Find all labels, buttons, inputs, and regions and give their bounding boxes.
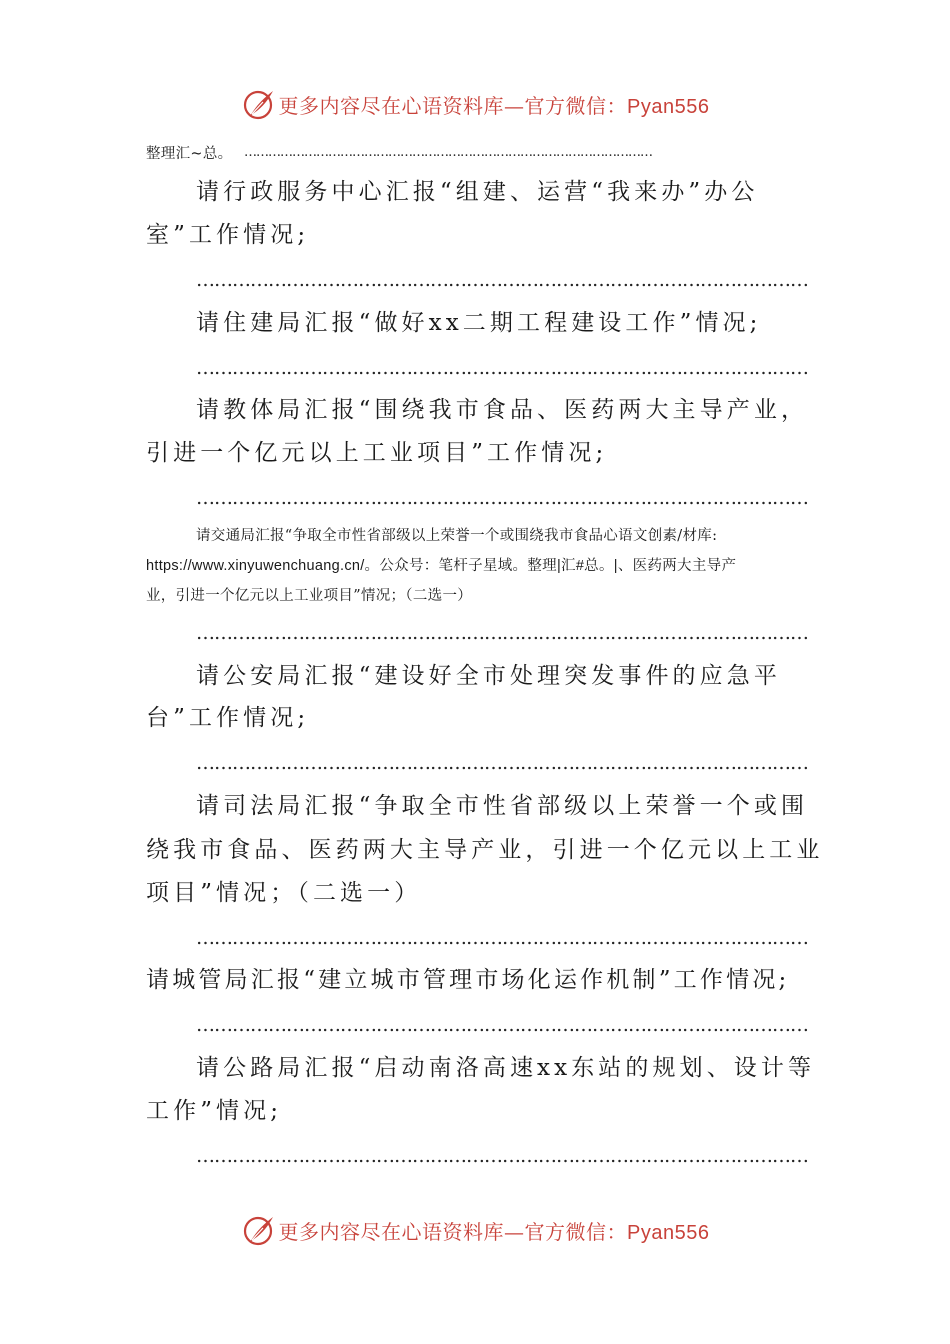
paragraph-line: 请住建局汇报“做好xx二期工程建设工作”情况; <box>196 310 762 336</box>
paragraph-line: 请行政服务中心汇报“组建、运营“我来办”办公 <box>196 179 759 205</box>
paragraph-line-small: 业，引进一个亿元以上工业项目”情况；（二选一） <box>146 588 473 604</box>
paragraph-line: 绕我市食品、医药两大主导产业，引进一个亿元以上工业 <box>146 837 824 863</box>
paragraph-line: 请公路局汇报“启动南洛高速xx东站的规划、设计等 <box>196 1055 816 1081</box>
paragraph-line: 台”工作情况; <box>146 705 310 731</box>
footer-watermark-banner <box>0 1210 950 1250</box>
paragraph-line: 请教体局汇报“围绕我市食品、医药两大主导产业， <box>196 397 809 423</box>
ellipsis-line: ………………………………………………………………………………………… <box>196 752 808 774</box>
ellipsis-line: ………………………………………………………………………………………… <box>196 357 808 379</box>
ellipsis-line: ………………………………………………………………………………………… <box>196 269 808 291</box>
ellipsis-line: ………………………………………………………………………………………… <box>196 927 808 949</box>
paragraph-line-small: 请交通局汇报“争取全市性省部级以上荣誉一个或围绕我市食品心语文创素/材库: <box>196 528 718 544</box>
ellipsis-leader: ………………………………………………………………………………………… <box>244 145 652 160</box>
line-fragment: 整理汇~总。 <box>146 146 233 162</box>
paragraph-line-small: https://www.xinyuwenchuang.cn/。公众号：笔杆子星域。整理|汇#总。|、医药两大主导产 <box>146 558 737 574</box>
quill-logo-icon <box>241 1212 277 1248</box>
paragraph-line: 请城管局汇报“建立城市管理市场化运作机制”工作情况; <box>146 967 790 993</box>
paragraph-line: 请司法局汇报“争取全市性省部级以上荣誉一个或围 <box>196 793 809 819</box>
paragraph-line: 项目”情况；（二选一） <box>146 880 422 906</box>
header-watermark-banner <box>0 84 950 124</box>
banner-text: 更多内容尽在心语资料库—官方微信：Pyan556 <box>278 93 710 118</box>
paragraph-line: 引进一个亿元以上工业项目”工作情况; <box>146 440 608 466</box>
ellipsis-line: ………………………………………………………………………………………… <box>196 622 808 644</box>
ellipsis-line: ………………………………………………………………………………………… <box>196 487 808 509</box>
paragraph-line: 室”工作情况; <box>146 222 310 248</box>
paragraph-line: 请公安局汇报“建设好全市处理突发事件的应急平 <box>196 663 781 689</box>
paragraph-line: 工作”情况; <box>146 1098 283 1124</box>
banner-text: 更多内容尽在心语资料库—官方微信：Pyan556 <box>278 1219 710 1244</box>
quill-logo-icon <box>241 86 277 122</box>
ellipsis-line: ………………………………………………………………………………………… <box>196 1014 808 1036</box>
ellipsis-line: ………………………………………………………………………………………… <box>196 1145 808 1167</box>
